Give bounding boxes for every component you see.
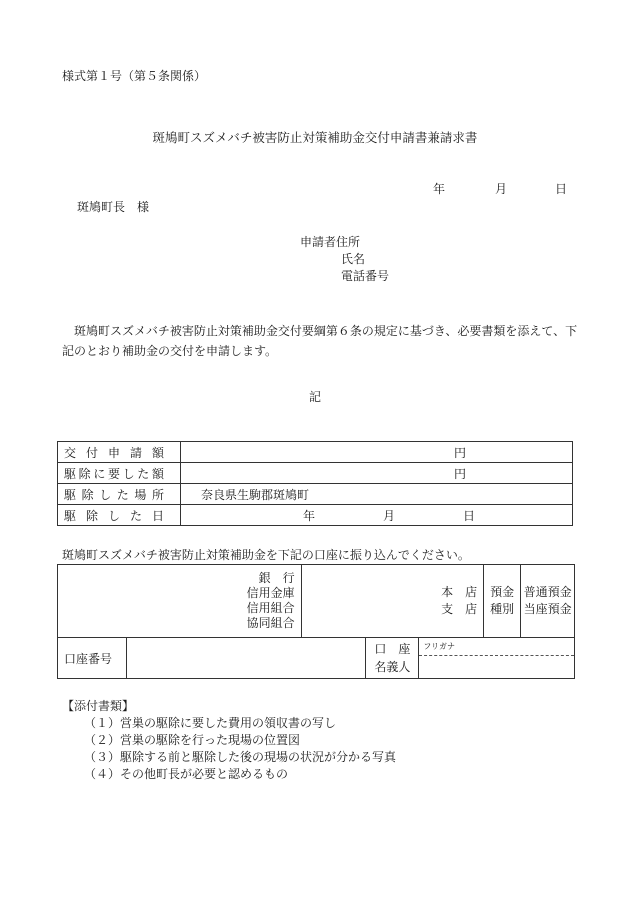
extermination-cost-field[interactable] [181, 463, 573, 484]
extermination-date-label [58, 505, 181, 526]
applicant-address-label: 申請者住所 [300, 235, 361, 249]
bank-type-option: 信用金庫 [246, 586, 295, 600]
branch-cell[interactable] [301, 565, 484, 638]
addressee: 斑鳩町長 様 [77, 200, 150, 214]
bank-type-option: 銀 行 [258, 571, 295, 585]
form-number: 様式第１号（第５条関係） [62, 69, 207, 83]
date-year-label: 年 [303, 508, 316, 523]
extermination-place-label [58, 484, 181, 505]
transfer-note: 斑鳩町スズメバチ被害防止対策補助金を下記の口座に振り込んでください。 [62, 548, 470, 562]
branch-type-option: 本 店 [441, 585, 478, 599]
date-year-label: 年 [432, 182, 445, 196]
holder-name-area[interactable] [419, 656, 574, 678]
spread-label: 駆 除 し た 場 所 [64, 487, 164, 502]
holder-label-line: 名義人 [374, 660, 411, 674]
table-row [58, 442, 573, 463]
account-holder-label [366, 638, 419, 679]
yen-unit: 円 [453, 445, 466, 460]
document-title: 斑鳩町スズメバチ被害防止対策補助金交付申請書兼請求書 [152, 130, 478, 145]
spread-label: 駆 除 に 要 し た 額 [64, 466, 164, 481]
account-type-label-line: 預金 [490, 585, 515, 599]
spread-label: 交 付 申 請 額 [64, 445, 164, 460]
submission-date [433, 180, 567, 197]
applicant-name-label: 氏名 [341, 252, 366, 266]
applicant-block [300, 234, 389, 285]
date-day-label: 日 [463, 508, 476, 523]
deposit-type-option: 普通預金 [523, 585, 572, 599]
attachment-item: （３）駆除する前と駆除した後の現場の状況が分かる写真 [84, 750, 397, 764]
furigana-label: フリガナ [419, 638, 574, 656]
account-type-label [484, 565, 521, 638]
date-grid [181, 507, 572, 524]
application-table [57, 441, 573, 526]
extermination-date-field[interactable] [181, 505, 573, 526]
place-value: 奈良県生駒郡斑鳩町 [201, 487, 310, 502]
bank-type-cell [58, 565, 302, 638]
attachments-section [62, 698, 396, 783]
attachment-item: （４）その他町長が必要と認めるもの [84, 767, 289, 781]
bank-account-table [57, 564, 575, 679]
body-text: 斑鳩町スズメバチ被害防止対策補助金交付要綱第６条の規定に基づき、必要書類を添えて、下記のとおり補助金の交付を申請します。 [62, 324, 578, 358]
spread-label: 駆 除 し た 日 [64, 508, 164, 523]
branch-type-option: 支 店 [441, 602, 478, 616]
deposit-type-cell[interactable] [521, 565, 575, 638]
yen-unit: 円 [453, 466, 466, 481]
extermination-place-field[interactable] [181, 484, 573, 505]
table-row [58, 484, 573, 505]
bank-type-option: 協同組合 [246, 616, 295, 630]
date-month-label: 月 [383, 508, 396, 523]
attachment-item: （２）営巣の駆除を行った現場の位置図 [84, 733, 301, 747]
holder-label-line: 口 座 [374, 642, 411, 656]
account-holder-field[interactable] [419, 638, 575, 679]
application-amount-label [58, 442, 181, 463]
account-type-label-line: 種別 [490, 602, 515, 616]
account-number-field[interactable] [127, 638, 366, 679]
attachments-heading: 【添付書類】 [62, 699, 135, 713]
table-row [58, 463, 573, 484]
account-number-label: 口座番号 [58, 638, 127, 679]
application-amount-field[interactable] [181, 442, 573, 463]
ki-heading: 記 [308, 390, 321, 404]
extermination-cost-label [58, 463, 181, 484]
applicant-phone-label: 電話番号 [341, 269, 390, 283]
date-month-label: 月 [494, 182, 507, 196]
deposit-type-option: 当座預金 [523, 602, 572, 616]
table-row [58, 565, 575, 638]
bank-type-option: 信用組合 [246, 601, 295, 615]
table-row [58, 638, 575, 679]
table-row [58, 505, 573, 526]
attachment-item: （１）営巣の駆除に要した費用の領収書の写し [84, 716, 337, 730]
date-day-label: 日 [554, 182, 567, 196]
